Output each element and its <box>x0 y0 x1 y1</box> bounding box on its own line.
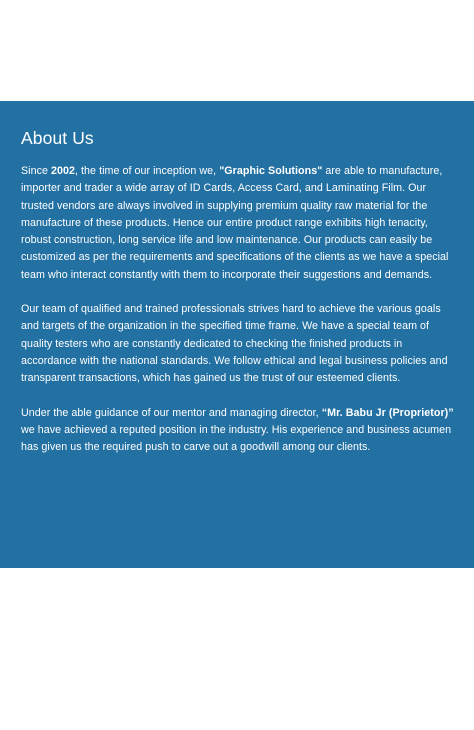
about-paragraph-3 <box>21 405 454 457</box>
mentor-name: “Mr. Babu Jr (Proprietor)” <box>321 406 454 419</box>
founding-year: 2002 <box>51 165 75 177</box>
paragraph-text: are able to manufacture, importer and trader a wide array of ID Cards, Access Card, and Laminating Film. Our trusted vendors are always involved in supplying premium quality raw material for the manufacture of these products. Hence our entire product range exhibits high tenacity, robust construction, long service life and low maintenance. Our products can easily be customized as per the requirements and specifications of the clients as we have a special team who interact constantly with them to incorporate their suggestions and demands. <box>21 165 449 281</box>
about-paragraph-2: Our team of qualified and trained professionals strives hard to achieve the various goals and targets of the organization in the specified time frame. We have a special team of quality testers who are constantly dedicated to checking the finished products in accordance with the national standards. We follow ethical and legal business policies and transparent transactions, which has gained us the trust of our esteemed clients. <box>21 303 448 385</box>
paragraph-text: we have achieved a reputed position in the industry. His experience and business acumen has given us the required push to carve out a goodwill among our clients. <box>21 423 452 454</box>
about-us-section <box>0 101 474 568</box>
company-name: "Graphic Solutions" <box>219 165 323 177</box>
about-paragraph-1 <box>21 163 454 284</box>
paragraph-text: Under the able guidance of our mentor and managing director, <box>21 406 322 419</box>
paragraph-text: Since <box>21 165 52 177</box>
section-title: About Us <box>21 128 94 148</box>
paragraph-text: , the time of our inception we, <box>75 165 220 177</box>
